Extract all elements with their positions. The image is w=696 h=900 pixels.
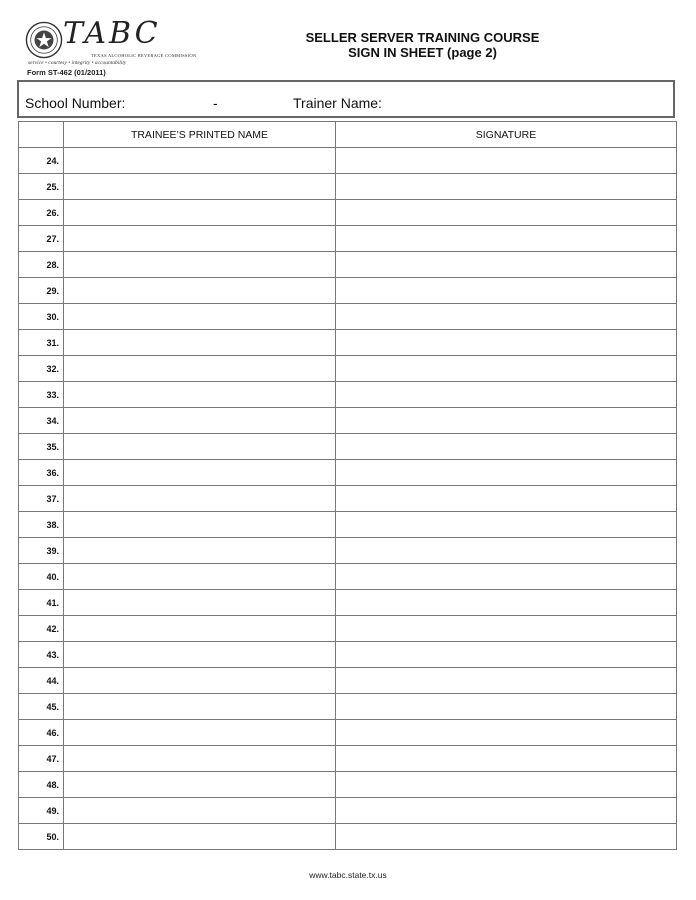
row-number: 42.: [19, 616, 64, 642]
printed-name-cell: [64, 824, 336, 850]
logo-wordmark: TABC: [63, 16, 161, 51]
signature-cell: [336, 330, 677, 356]
row-number: 25.: [19, 174, 64, 200]
table-row: [19, 148, 677, 174]
printed-name-cell: [64, 798, 336, 824]
printed-name-cell: [64, 486, 336, 512]
signature-cell: [336, 798, 677, 824]
printed-name-cell: [64, 356, 336, 382]
table-row: [19, 772, 677, 798]
printed-name-cell: [64, 460, 336, 486]
signature-cell: [336, 720, 677, 746]
table-row: [19, 694, 677, 720]
row-number: 27.: [19, 226, 64, 252]
signature-cell: [336, 148, 677, 174]
signature-cell: [336, 434, 677, 460]
signature-cell: [336, 252, 677, 278]
row-number: 34.: [19, 408, 64, 434]
printed-name-cell: [64, 538, 336, 564]
row-number: 47.: [19, 746, 64, 772]
column-header-signature: SIGNATURE: [336, 122, 677, 148]
signature-cell: [336, 538, 677, 564]
signature-cell: [336, 408, 677, 434]
printed-name-cell: [64, 382, 336, 408]
signature-cell: [336, 694, 677, 720]
row-number: 38.: [19, 512, 64, 538]
table-row: [19, 278, 677, 304]
table-row: [19, 616, 677, 642]
table-row: [19, 356, 677, 382]
table-row: [19, 720, 677, 746]
row-number: 28.: [19, 252, 64, 278]
school-number-separator: -: [213, 95, 218, 111]
table-row: [19, 512, 677, 538]
table-row: [19, 304, 677, 330]
table-row: [19, 668, 677, 694]
table-row: [19, 252, 677, 278]
table-row: [19, 590, 677, 616]
document-subtitle: SIGN IN SHEET (page 2): [348, 45, 497, 60]
printed-name-cell: [64, 304, 336, 330]
printed-name-cell: [64, 668, 336, 694]
document-title: SELLER SERVER TRAINING COURSE: [305, 30, 540, 45]
printed-name-cell: [64, 434, 336, 460]
printed-name-cell: [64, 408, 336, 434]
table-row: [19, 226, 677, 252]
printed-name-cell: [64, 564, 336, 590]
table-row: [19, 746, 677, 772]
printed-name-cell: [64, 148, 336, 174]
printed-name-cell: [64, 720, 336, 746]
trainer-name-label: Trainer Name:: [293, 95, 382, 111]
table-row: [19, 460, 677, 486]
row-number: 45.: [19, 694, 64, 720]
signature-cell: [336, 226, 677, 252]
row-number: 49.: [19, 798, 64, 824]
row-number: 30.: [19, 304, 64, 330]
table-row: [19, 408, 677, 434]
printed-name-cell: [64, 694, 336, 720]
row-number: 36.: [19, 460, 64, 486]
signature-cell: [336, 824, 677, 850]
course-info-box: [17, 80, 675, 118]
table-row: [19, 642, 677, 668]
row-number: 37.: [19, 486, 64, 512]
table-row: [19, 538, 677, 564]
signature-cell: [336, 278, 677, 304]
table-row: [19, 564, 677, 590]
sign-in-table: [18, 121, 677, 850]
signature-cell: [336, 772, 677, 798]
table-row: [19, 434, 677, 460]
table-row: [19, 174, 677, 200]
signature-cell: [336, 460, 677, 486]
signature-cell: [336, 486, 677, 512]
printed-name-cell: [64, 616, 336, 642]
printed-name-cell: [64, 252, 336, 278]
printed-name-cell: [64, 330, 336, 356]
logo-motto: service • courtesy • integrity • accountability: [28, 60, 127, 66]
table-row: [19, 798, 677, 824]
tabc-logo: [25, 16, 197, 70]
signature-cell: [336, 174, 677, 200]
signature-cell: [336, 512, 677, 538]
form-number: Form ST-462 (01/2011): [27, 68, 106, 77]
row-number: 43.: [19, 642, 64, 668]
logo-agency-name: TEXAS ALCOHOLIC BEVERAGE COMMISSION: [91, 53, 197, 58]
row-number: 44.: [19, 668, 64, 694]
row-number: 46.: [19, 720, 64, 746]
row-number: 48.: [19, 772, 64, 798]
signature-cell: [336, 200, 677, 226]
signature-cell: [336, 668, 677, 694]
printed-name-cell: [64, 226, 336, 252]
row-number: 31.: [19, 330, 64, 356]
printed-name-cell: [64, 642, 336, 668]
printed-name-cell: [64, 746, 336, 772]
row-number: 29.: [19, 278, 64, 304]
row-number: 40.: [19, 564, 64, 590]
row-number: 24.: [19, 148, 64, 174]
row-number: 33.: [19, 382, 64, 408]
printed-name-cell: [64, 278, 336, 304]
table-row: [19, 382, 677, 408]
row-number: 35.: [19, 434, 64, 460]
footer-url: www.tabc.state.tx.us: [309, 870, 387, 880]
texas-seal-icon: [25, 21, 63, 59]
row-number: 41.: [19, 590, 64, 616]
row-number: 50.: [19, 824, 64, 850]
signature-cell: [336, 642, 677, 668]
row-number: 26.: [19, 200, 64, 226]
signature-cell: [336, 616, 677, 642]
printed-name-cell: [64, 200, 336, 226]
table-row: [19, 200, 677, 226]
row-number: 39.: [19, 538, 64, 564]
signature-cell: [336, 304, 677, 330]
signature-cell: [336, 356, 677, 382]
signature-cell: [336, 382, 677, 408]
printed-name-cell: [64, 590, 336, 616]
column-header-printed-name: TRAINEE’S PRINTED NAME: [64, 122, 336, 148]
table-header-row: [19, 122, 677, 148]
school-number-label: School Number:: [25, 95, 126, 111]
printed-name-cell: [64, 174, 336, 200]
signature-cell: [336, 564, 677, 590]
printed-name-cell: [64, 512, 336, 538]
table-row: [19, 330, 677, 356]
signature-cell: [336, 590, 677, 616]
row-number: 32.: [19, 356, 64, 382]
table-row: [19, 824, 677, 850]
column-header-number: [19, 122, 64, 148]
printed-name-cell: [64, 772, 336, 798]
table-row: [19, 486, 677, 512]
signature-cell: [336, 746, 677, 772]
